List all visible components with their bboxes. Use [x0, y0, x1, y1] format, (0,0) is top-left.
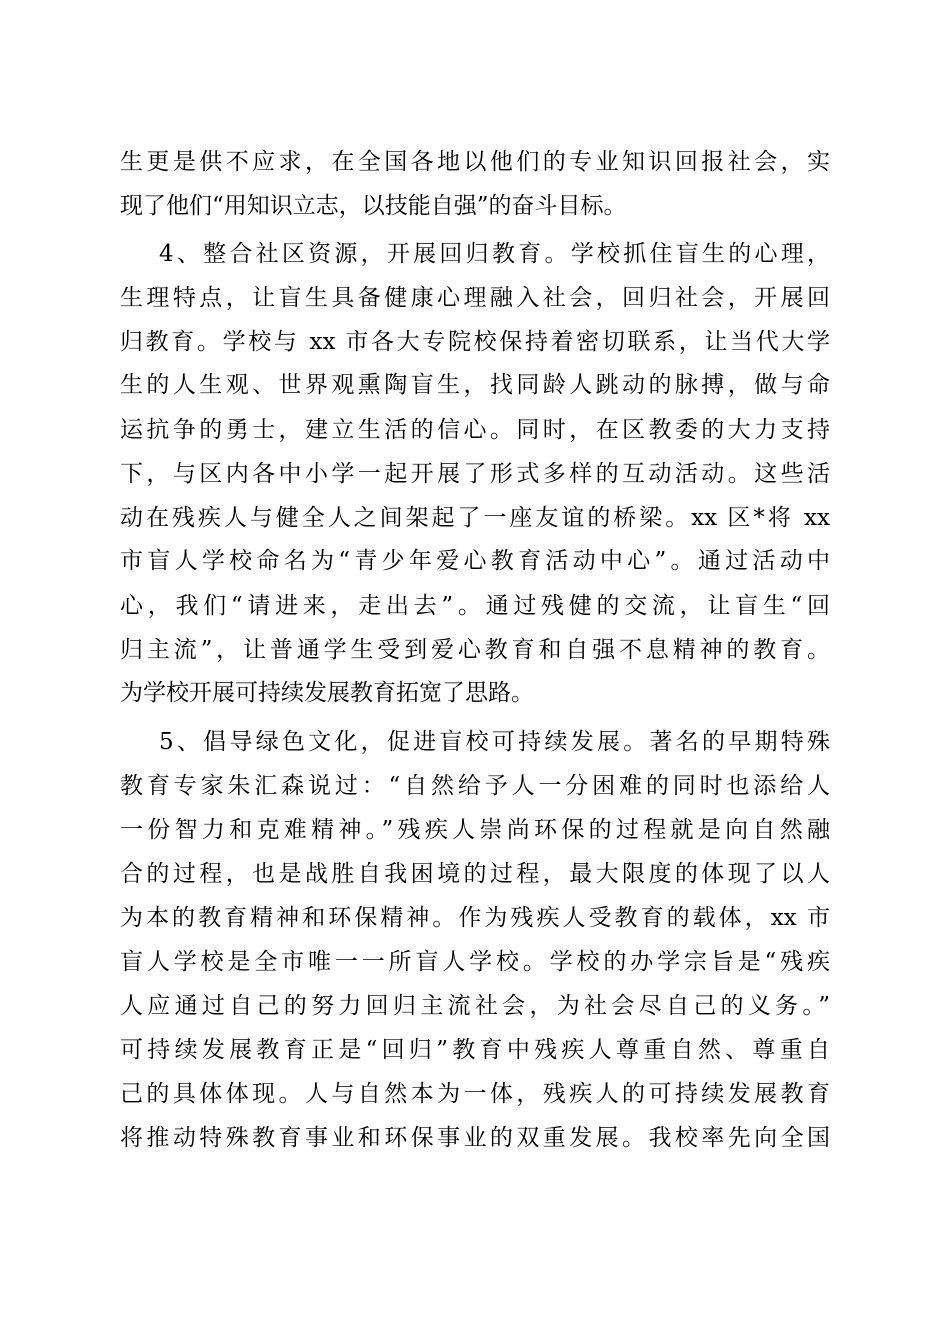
text-line: 盲人学校是全市唯一一所盲人学校。学校的办学宗旨是“残疾: [120, 949, 830, 975]
text-line: 心，我们“请进来，走出去”。通过残健的交流，让盲生“回: [120, 593, 830, 619]
text-line: 下，与区内各中小学一起开展了形式多样的互动活动。这些活: [120, 461, 830, 487]
text-line: 可持续发展教育正是“回归”教育中残疾人尊重自然、尊重自: [120, 1037, 830, 1063]
text-line: 为本的教育精神和环保精神。作为残疾人受教育的载体，xx 市: [120, 905, 830, 931]
text-line: 归主流”，让普通学生受到爱心教育和自强不息精神的教育。: [120, 637, 830, 663]
text-line: 动在残疾人与健全人之间架起了一座友谊的桥梁。xx 区*将 xx: [120, 505, 830, 531]
text-line: 运抗争的勇士，建立生活的信心。同时，在区教委的大力支持: [120, 417, 830, 443]
text-line: 将推动特殊教育事业和环保事业的双重发展。我校率先向全国: [120, 1125, 830, 1151]
text-line: 生更是供不应求，在全国各地以他们的专业知识回报社会，实: [120, 149, 830, 175]
text-line: 4、整合社区资源，开展回归教育。学校抓住盲生的心理，: [159, 241, 830, 267]
text-line: 合的过程，也是战胜自我困境的过程，最大限度的体现了以人: [120, 861, 830, 887]
text-line: 生的人生观、世界观熏陶盲生，找同龄人跳动的脉搏，做与命: [120, 372, 830, 398]
text-line: 一份智力和克难精神。”残疾人崇尚环保的过程就是向自然融: [120, 817, 830, 843]
text-line: 归教育。学校与 xx 市各大专院校保持着密切联系，让当代大学: [120, 329, 830, 355]
text-line: 市盲人学校命名为“青少年爱心教育活动中心”。通过活动中: [120, 548, 830, 574]
text-line: 为学校开展可持续发展教育拓宽了思路。: [120, 680, 534, 706]
text-line: 5、倡导绿色文化，促进盲校可持续发展。著名的早期特殊: [159, 729, 830, 755]
text-line: 现了他们“用知识立志，以技能自强”的奋斗目标。: [120, 193, 627, 219]
text-line: 己的具体体现。人与自然本为一体，残疾人的可持续发展教育: [120, 1081, 830, 1107]
text-line: 教育专家朱汇森说过：“自然给予人一分困难的同时也添给人: [120, 773, 830, 799]
text-line: 生理特点，让盲生具备健康心理融入社会，回归社会，开展回: [120, 285, 830, 311]
text-line: 人应通过自己的努力回归主流社会，为社会尽自己的义务。”: [120, 993, 830, 1019]
